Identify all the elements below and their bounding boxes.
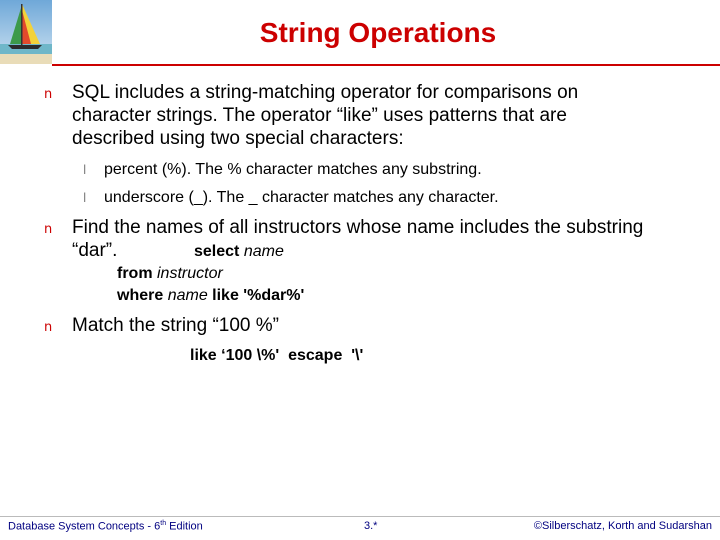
title-divider [52, 64, 720, 66]
sql-where-line [117, 285, 304, 307]
sql-select-line [194, 241, 284, 263]
bullet-2-line-2: “dar”. [72, 240, 118, 261]
bullet-2-line-1: Find the names of all instructors whose name includes the substring [72, 217, 644, 238]
bullet-3-line-1: Match the string “100 %” [72, 315, 279, 336]
slide-title: String Operations [259, 17, 497, 48]
bullet-1-line-1: SQL includes a string-matching operator for comparisons on [72, 82, 579, 103]
bullet-icon: n [44, 320, 53, 335]
sub-bullet-percent: percent (%). The % character matches any substring. [104, 161, 482, 178]
sub-bullet-icon: l [83, 163, 87, 177]
title-bar [0, 0, 720, 66]
bullet-3-text [72, 314, 712, 337]
sub-bullet-icon: l [83, 191, 87, 205]
footer-book-title-edition: Edition [166, 520, 203, 533]
sql-select-keyword: select [194, 243, 244, 260]
footer-book-title [8, 520, 203, 540]
bullet-1-text [72, 81, 712, 150]
sql-where-attribute: name [167, 287, 208, 304]
footer-copyright: ©Silberschatz, Korth and Sudarshan [533, 520, 712, 532]
footer-page-number: 3.* [364, 520, 378, 532]
sub-bullet-underscore: underscore (_). The _ character matches any character. [104, 189, 499, 206]
sql-where-predicate: like '%dar%' [207, 287, 305, 304]
footer-book-title-main: Database System Concepts - 6 [8, 520, 161, 533]
sql-from-keyword: from [117, 265, 157, 282]
sql-from-relation: instructor [157, 265, 223, 282]
bullet-1-line-2: character strings. The operator “like” uses patterns that are [72, 105, 567, 126]
bullet-2-text [72, 216, 712, 262]
sql-select-attribute: name [243, 243, 284, 260]
sql-from-line [117, 263, 223, 285]
bullet-icon: n [44, 222, 53, 237]
footer-divider [0, 516, 720, 517]
footer-edition-superscript: th [160, 520, 167, 527]
sql-escape-line: like ‘100 \%' escape '\' [190, 347, 364, 364]
bullet-1-line-3: described using two special characters: [72, 128, 404, 149]
bullet-icon: n [44, 87, 53, 102]
sql-where-keyword: where [117, 287, 168, 304]
